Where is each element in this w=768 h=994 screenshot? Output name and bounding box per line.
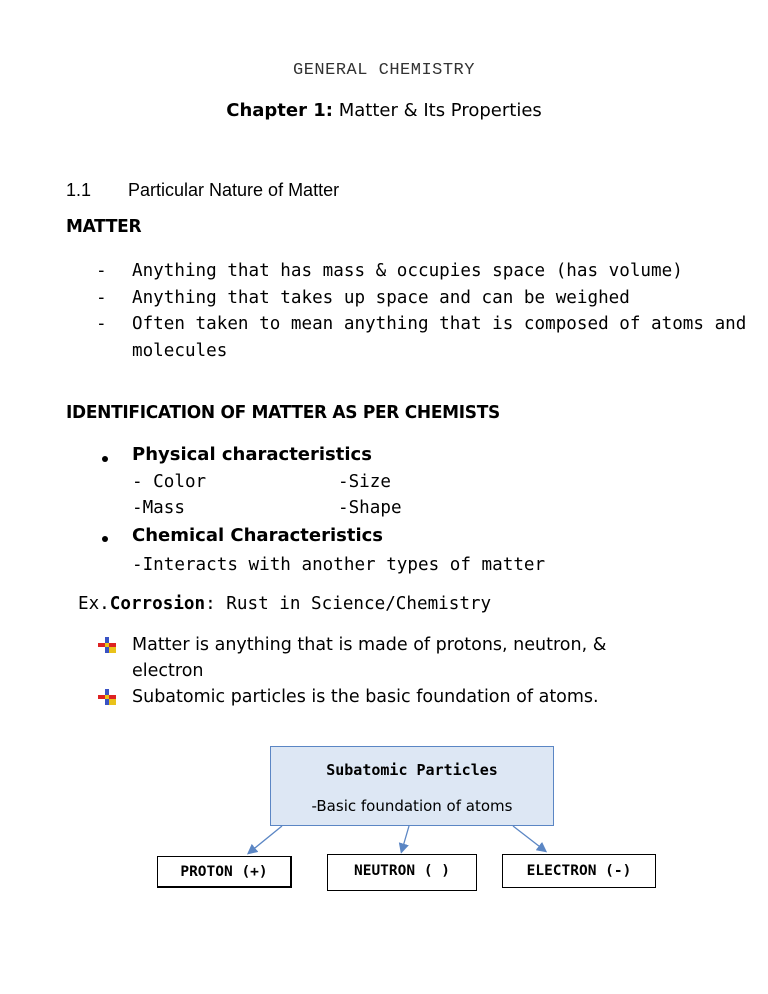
chapter-heading — [0, 100, 768, 121]
chemical-characteristics-description: -Interacts with another types of matter — [132, 555, 546, 575]
section-number: 1.1 — [66, 180, 92, 200]
proton-box: PROTON (+) — [157, 856, 292, 888]
subatomic-particles-diagram — [150, 740, 670, 900]
bullet-icon — [102, 456, 108, 462]
root-title: Subatomic Particles — [326, 761, 498, 779]
list-item: - Often taken to mean anything that is composed of atoms and molecules — [96, 314, 747, 361]
list-item: - Anything that takes up space and can be weighed — [96, 287, 630, 308]
trait-shape: -Shape — [338, 498, 402, 518]
connector-proton — [250, 826, 282, 852]
bullet-arrow-icon — [98, 689, 116, 705]
physical-characteristics-label: Physical characteristics — [132, 444, 372, 465]
chapter-title: Matter & Its Properties — [338, 100, 542, 121]
trait-size: -Size — [338, 472, 391, 492]
chemical-characteristics-label: Chemical Characteristics — [132, 525, 384, 546]
electron-box: ELECTRON (-) — [502, 854, 656, 888]
matter-heading: MATTER — [66, 216, 142, 238]
neutron-box: NEUTRON ( ) — [327, 854, 477, 891]
identification-heading: IDENTIFICATION OF MATTER AS PER CHEMISTS — [66, 402, 500, 424]
trait-mass: -Mass — [132, 498, 185, 518]
note-text: Matter is anything that is made of protons, neutron, & electron — [132, 635, 607, 681]
chapter-label: Chapter 1: — [226, 100, 333, 121]
example-prefix: Ex. — [78, 594, 110, 614]
note-text: Subatomic particles is the basic foundation of atoms. — [132, 687, 599, 707]
connector-electron — [513, 826, 544, 850]
example-term: Corrosion — [109, 594, 206, 614]
matter-definition-list — [96, 258, 756, 364]
example-text: : Rust in Science/Chemistry — [205, 594, 492, 614]
subatomic-particles-box — [270, 746, 554, 826]
root-subtitle: -Basic foundation of atoms — [311, 797, 513, 815]
example-line — [78, 594, 491, 614]
document-title: GENERAL CHEMISTRY — [293, 61, 475, 80]
bullet-arrow-icon — [98, 637, 116, 653]
list-item: - Anything that has mass & occupies space (has volume) — [96, 261, 683, 281]
connector-neutron — [402, 826, 409, 850]
bullet-icon — [102, 536, 108, 542]
trait-color: - Color — [132, 472, 207, 492]
section-title: Particular Nature of Matter — [128, 180, 340, 200]
section-heading — [66, 180, 339, 201]
